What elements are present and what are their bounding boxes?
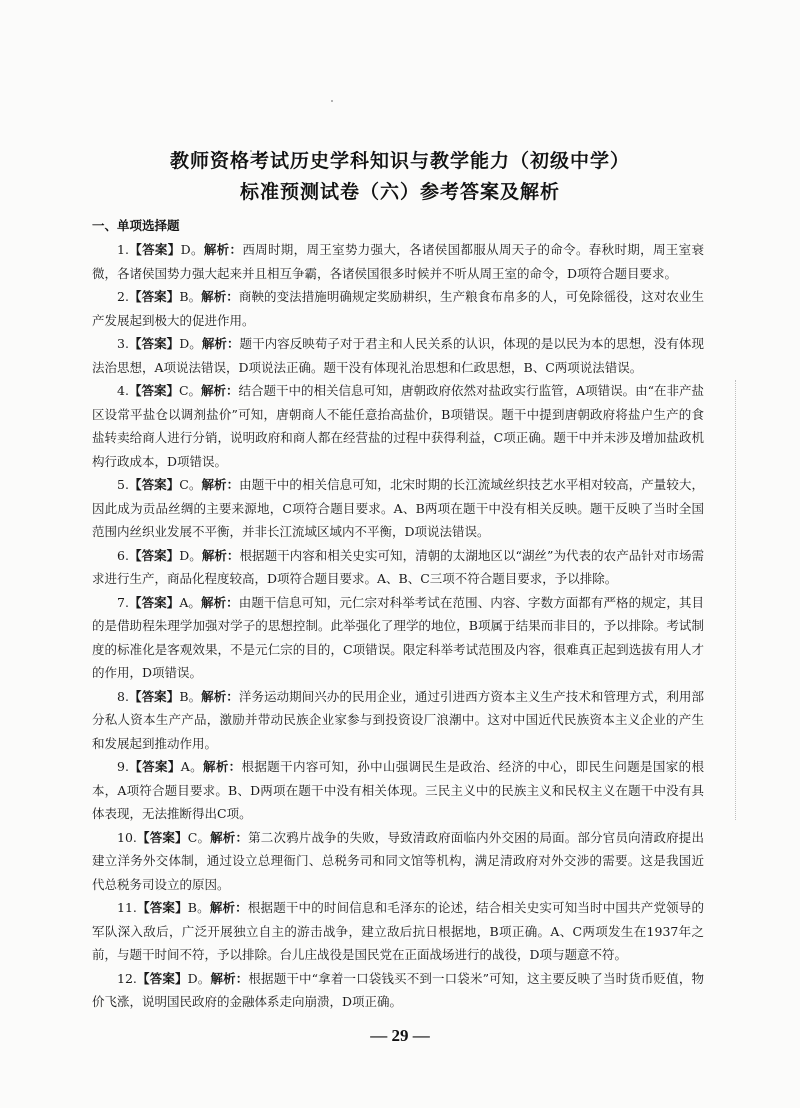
analysis-text: 根据题干内容可知，孙中山强调民生是政治、经济的中心，即民生问题是国家的根本，A项符合题目要求。B、D两项在题干中没有相关体现。三民主义中的民族主义和民权主义在题干中没有具体表现，无法推断得出C项。	[92, 759, 704, 821]
answer-tag: 【答案】	[128, 594, 180, 610]
answer-choice: D。	[187, 970, 211, 986]
page-number: — 29 —	[370, 1026, 430, 1045]
answer-item	[92, 826, 704, 897]
answer-tag: 【答案】	[128, 289, 180, 304]
answer-item	[92, 473, 704, 544]
question-number: 10.	[117, 829, 137, 845]
analysis-tag: 解析：	[201, 477, 240, 492]
answer-tag: 【答案】	[136, 900, 188, 915]
analysis-text: 题干内容反映荀子对于君主和人民关系的认识，体现的是以民为本的思想，没有体现法治思想，A项说法错误，D项说法正确。题干没有体现礼治思想和仁政思想，B、C两项说法错误。	[92, 336, 704, 375]
document-subtitle: 标准预测试卷（六）参考答案及解析	[239, 181, 560, 203]
analysis-text: 由题干中的相关信息可知，北宋时期的长江流域丝织技艺水平相对较高，产量较大，因此成为贡品丝绸的主要来源地，C项符合题目要求。A、B两项在题干中没有相关反映。题干反映了当时全国范围内丝织业发展不平衡，并非长江流域区域内不平衡，D项说法错误。	[92, 477, 704, 539]
answer-list	[92, 238, 704, 1014]
answer-item	[92, 967, 704, 1014]
analysis-tag: 解析：	[201, 547, 240, 563]
answer-tag: 【答案】	[128, 336, 180, 351]
answer-item	[92, 591, 704, 685]
analysis-text: 西周时期，周王室势力强大，各诸侯国都服从周天子的命令。春秋时期，周王室衰微，各诸侯国势力强大起来并且相互争霸，各诸侯国很多时候并不听从周王室的命令，D项符合题目要求。	[92, 242, 704, 281]
scan-speck	[331, 100, 333, 102]
analysis-tag: 解析：	[209, 900, 248, 915]
answer-tag: 【答案】	[128, 242, 181, 257]
answer-tag: 【答案】	[128, 759, 181, 774]
document-title: 教师资格考试历史学科知识与教学能力（初级中学）	[169, 150, 630, 172]
question-number: 8.	[117, 688, 129, 704]
question-number: 2.	[117, 289, 129, 304]
analysis-text: 商鞅的变法措施明确规定奖励耕织，生产粮食布帛多的人，可免除徭役，这对农业生产发展起到极大的促进作用。	[92, 289, 704, 328]
answer-tag: 【答案】	[136, 970, 188, 986]
answer-choice: A。	[179, 594, 202, 610]
question-number: 12.	[117, 970, 137, 986]
analysis-tag: 解析：	[201, 336, 240, 351]
answer-choice: C。	[187, 829, 211, 845]
analysis-tag: 解析：	[210, 970, 249, 986]
question-number: 7.	[117, 594, 129, 610]
answer-tag: 【答案】	[128, 477, 180, 492]
answer-item	[92, 332, 704, 379]
analysis-tag: 解析：	[201, 688, 239, 704]
analysis-tag: 解析：	[201, 594, 239, 610]
question-number: 11.	[117, 900, 137, 915]
answer-choice: C。	[179, 477, 202, 492]
analysis-tag: 解析：	[201, 289, 239, 304]
answer-item	[92, 685, 704, 756]
answer-tag: 【答案】	[128, 383, 179, 398]
answer-tag: 【答案】	[128, 688, 180, 704]
question-number: 5.	[117, 477, 129, 492]
analysis-text: 根据题干内容和相关史实可知，清朝的太湖地区以“湖丝”为代表的农产品针对市场需求进行生产，商品化程度较高，D项符合题目要求。A、B、C三项不符合题目要求，予以排除。	[92, 547, 704, 586]
analysis-text: 第二次鸦片战争的失败，导致清政府面临内外交困的局面。部分官员向清政府提出建立洋务外交体制，通过设立总理衙门、总税务司和同文馆等机构，满足清政府对外交涉的需要。这是我国近代总税务司设立的原因。	[92, 829, 704, 892]
answer-choice: B。	[187, 900, 210, 915]
analysis-text: 根据题干中的时间信息和毛泽东的论述，结合相关史实可知当时中国共产党领导的军队深入敌后，广泛开展独立自主的游击战争，建立敌后抗日根据地，B项正确。A、C两项发生在1937年之前，与题干时间不符，予以排除。台儿庄战役是国民党在正面战场进行的战役，D项与题意不符。	[92, 900, 704, 962]
scan-edge-mark	[735, 380, 736, 820]
analysis-tag: 解析：	[210, 829, 249, 845]
analysis-text: 结合题干中的相关信息可知，唐朝政府依然对盐政实行监管，A项错误。由“在非产盐区设常平盐仓以调剂盐价”可知，唐朝商人不能任意抬高盐价，B项错误。题干中提到唐朝政府将盐户生产的食盐转卖给商人进行分销，说明政府和商人都在经营盐的过程中获得利益，C项正确。题干中并未涉及增加盐政机构行政成本，D项错误。	[92, 383, 704, 469]
question-number: 3.	[117, 336, 129, 351]
analysis-text: 由题干信息可知，元仁宗对科举考试在范围、内容、字数方面都有严格的规定，其目的是借助程朱理学加强对学子的思想控制。此举强化了理学的地位，B项属于结果而非目的，予以排除。考试制度的标准化是客观效果，不是元仁宗的目的，C项错误。限定科举考试范围及内容，很难真正起到选拔有用人才的作用，D项错误。	[92, 594, 704, 680]
answer-choice: B。	[179, 289, 202, 304]
answer-item	[92, 544, 704, 591]
answer-tag: 【答案】	[128, 547, 180, 563]
answer-item	[92, 238, 704, 285]
answer-item	[92, 379, 704, 473]
question-number: 4.	[117, 383, 129, 398]
answer-tag: 【答案】	[136, 829, 188, 845]
answer-item	[92, 896, 704, 967]
answer-choice: D。	[179, 336, 202, 351]
section-heading: 一、单项选择题	[92, 218, 180, 233]
question-number: 6.	[117, 547, 129, 563]
answer-choice: A。	[180, 759, 203, 774]
analysis-text: 洋务运动期间兴办的民用企业，通过引进西方资本主义生产技术和管理方式，利用部分私人资本生产产品，激励并带动民族企业家参与到投资设厂浪潮中。这对中国近代民族资本主义企业的产生和发展起到推动作用。	[92, 688, 704, 751]
question-number: 9.	[117, 759, 129, 774]
answer-choice: D。	[179, 547, 202, 563]
answer-item	[92, 755, 704, 826]
answer-choice: D。	[180, 242, 204, 257]
answer-choice: C。	[178, 383, 202, 398]
answer-choice: B。	[179, 688, 202, 704]
analysis-tag: 解析：	[201, 383, 239, 398]
analysis-tag: 解析：	[202, 759, 242, 774]
question-number: 1.	[117, 242, 129, 257]
analysis-text: 根据题干中“拿着一口袋钱买不到一口袋米”可知，这主要反映了当时货币贬值，物价飞涨，说明国民政府的金融体系走向崩溃，D项正确。	[92, 970, 704, 1009]
analysis-tag: 解析：	[203, 242, 243, 257]
answer-item	[92, 285, 704, 332]
